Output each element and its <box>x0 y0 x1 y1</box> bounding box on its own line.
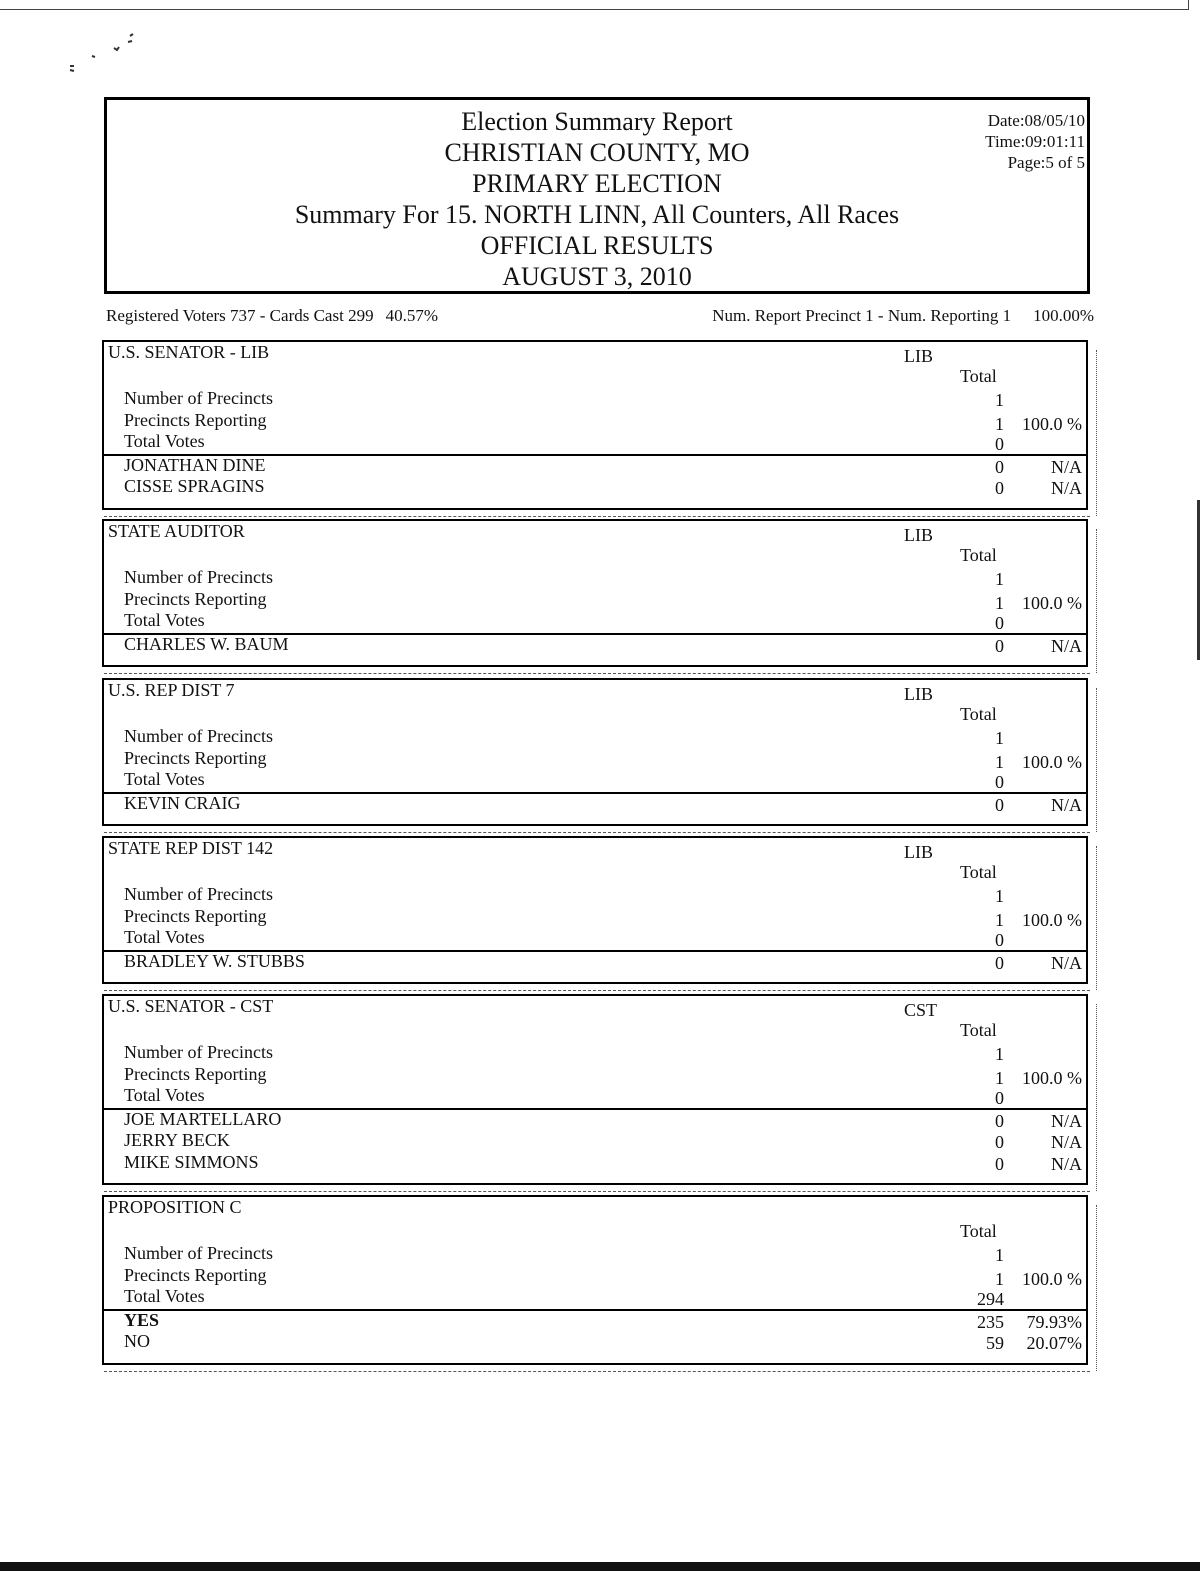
candidate-name: BRADLEY W. STUBBS <box>124 950 305 971</box>
registered-text: Registered Voters 737 - Cards Cast 299 <box>106 306 374 325</box>
candidate-pct: N/A <box>1051 635 1082 656</box>
precincts-reporting-value: 1 <box>995 413 1004 434</box>
scan-edge-bottom <box>0 1562 1200 1571</box>
scan-shadow-side <box>1096 846 1097 990</box>
candidate-votes: 0 <box>995 1153 1004 1174</box>
num-precincts-value: 1 <box>995 886 1004 906</box>
scan-shadow-line <box>104 673 1090 674</box>
report-title: Election Summary Report <box>461 107 733 136</box>
candidate-name: KEVIN CRAIG <box>124 792 241 813</box>
total-column-header: Total <box>960 366 997 386</box>
precincts-reporting-value: 1 <box>995 751 1004 772</box>
total-votes-label: Total Votes <box>124 927 205 947</box>
precincts-reporting-label: Precincts Reporting <box>124 409 267 430</box>
header-titles <box>107 106 1087 292</box>
race-title: PROPOSITION C <box>108 1197 242 1217</box>
precincts-reporting-label: Precincts Reporting <box>124 1063 267 1084</box>
report-header <box>104 97 1090 294</box>
total-column-header: Total <box>960 1221 997 1241</box>
num-precincts-label: Number of Precincts <box>124 1042 273 1062</box>
election-date: AUGUST 3, 2010 <box>502 262 692 291</box>
candidate-pct: 20.07% <box>1026 1333 1082 1353</box>
num-precincts-value: 1 <box>995 1245 1004 1265</box>
precincts-reporting-label: Precincts Reporting <box>124 588 267 609</box>
race-party: CST <box>904 1000 938 1020</box>
report-date: Date:08/05/10 <box>987 111 1085 130</box>
race-divider <box>104 792 1088 794</box>
candidate-votes: 0 <box>995 1110 1004 1131</box>
candidate-name: JERRY BECK <box>124 1130 230 1150</box>
scan-specks <box>62 30 142 80</box>
race-title: U.S. REP DIST 7 <box>108 680 235 700</box>
scan-shadow-line <box>104 990 1090 991</box>
precincts-reporting-value: 1 <box>995 1268 1004 1289</box>
precincts-reporting-pct: 100.0 % <box>1022 1067 1082 1088</box>
num-precincts-label: Number of Precincts <box>124 567 273 587</box>
num-precincts-value: 1 <box>995 569 1004 589</box>
race-box <box>102 994 1088 1185</box>
race-title: U.S. SENATOR - LIB <box>108 342 270 362</box>
reporting-text: Num. Report Precinct 1 - Num. Reporting 1 <box>712 306 1012 325</box>
num-precincts-label: Number of Precincts <box>124 726 273 746</box>
candidate-votes: 0 <box>995 952 1004 973</box>
precincts-reporting-pct: 100.0 % <box>1022 413 1082 434</box>
total-votes-label: Total Votes <box>124 610 205 630</box>
county-name: CHRISTIAN COUNTY, MO <box>444 138 750 167</box>
scan-edge-top <box>0 0 1189 10</box>
scan-shadow-line <box>104 1371 1090 1372</box>
total-column-header: Total <box>960 545 997 565</box>
candidate-name: JOE MARTELLARO <box>124 1108 282 1129</box>
scan-shadow-line <box>104 832 1090 833</box>
candidate-name: YES <box>124 1309 160 1330</box>
scan-shadow-line <box>104 1191 1090 1192</box>
precincts-reporting-label: Precincts Reporting <box>124 905 267 926</box>
candidate-name: CHARLES W. BAUM <box>124 633 289 654</box>
race-party: LIB <box>904 684 933 704</box>
total-votes-value: 0 <box>995 930 1004 950</box>
total-column-header: Total <box>960 704 997 724</box>
num-precincts-label: Number of Precincts <box>124 884 273 904</box>
scan-shadow-side <box>1096 688 1097 832</box>
race-title: U.S. SENATOR - CST <box>108 996 274 1016</box>
precincts-reporting-label: Precincts Reporting <box>124 747 267 768</box>
num-precincts-label: Number of Precincts <box>124 388 273 408</box>
candidate-votes: 0 <box>995 1132 1004 1152</box>
summary-line: Summary For 15. NORTH LINN, All Counters, All Races <box>294 200 900 229</box>
page-number: Page:5 of 5 <box>1007 153 1085 172</box>
turnout-pct: 40.57% <box>385 306 438 325</box>
candidate-votes: 0 <box>995 794 1004 815</box>
num-precincts-value: 1 <box>995 1044 1004 1064</box>
candidate-votes: 0 <box>995 635 1004 656</box>
total-votes-label: Total Votes <box>124 769 205 789</box>
total-column-header: Total <box>960 862 997 882</box>
precincts-reporting-value: 1 <box>995 909 1004 930</box>
precincts-reporting-label: Precincts Reporting <box>124 1264 267 1285</box>
race-title: STATE AUDITOR <box>108 521 245 541</box>
race-party: LIB <box>904 842 933 862</box>
election-name: PRIMARY ELECTION <box>472 169 722 198</box>
race-box <box>102 1195 1088 1365</box>
num-precincts-label: Number of Precincts <box>124 1243 273 1263</box>
candidate-pct: 79.93% <box>1026 1311 1082 1332</box>
candidate-votes: 0 <box>995 456 1004 477</box>
scan-shadow-side <box>1096 350 1097 516</box>
scan-shadow-side <box>1096 1205 1097 1371</box>
candidate-votes: 0 <box>995 478 1004 498</box>
candidate-pct: N/A <box>1051 456 1082 477</box>
precincts-reporting-pct: 100.0 % <box>1022 592 1082 613</box>
candidate-name: CISSE SPRAGINS <box>124 476 265 496</box>
precincts-reporting-pct: 100.0 % <box>1022 909 1082 930</box>
candidate-pct: N/A <box>1051 952 1082 973</box>
race-box <box>102 678 1088 826</box>
num-precincts-value: 1 <box>995 390 1004 410</box>
total-votes-label: Total Votes <box>124 1085 205 1105</box>
results-status: OFFICIAL RESULTS <box>480 231 714 260</box>
race-box <box>102 519 1088 667</box>
reporting-pct: 100.00% <box>1033 306 1094 325</box>
total-votes-value: 0 <box>995 613 1004 633</box>
scan-shadow-side <box>1096 1004 1097 1191</box>
candidate-pct: N/A <box>1051 1110 1082 1131</box>
candidate-votes: 59 <box>986 1333 1004 1353</box>
precincts-reporting-pct: 100.0 % <box>1022 1268 1082 1289</box>
total-votes-value: 0 <box>995 434 1004 454</box>
precincts-reporting-value: 1 <box>995 592 1004 613</box>
race-box <box>102 340 1088 510</box>
candidate-pct: N/A <box>1051 1132 1082 1152</box>
report-time: Time:09:01:11 <box>985 132 1085 151</box>
turnout-stats <box>106 306 1094 330</box>
total-votes-value: 0 <box>995 1088 1004 1108</box>
precincts-reporting-pct: 100.0 % <box>1022 751 1082 772</box>
candidate-pct: N/A <box>1051 1153 1082 1174</box>
race-divider <box>104 1309 1088 1311</box>
candidate-name: JONATHAN DINE <box>124 454 266 475</box>
race-box <box>102 836 1088 984</box>
total-votes-label: Total Votes <box>124 431 205 451</box>
candidate-name: NO <box>124 1331 150 1351</box>
total-column-header: Total <box>960 1020 997 1040</box>
scan-shadow-side <box>1096 529 1097 673</box>
race-party: LIB <box>904 525 933 545</box>
scan-shadow-line <box>104 516 1090 517</box>
precinct-reporting <box>712 306 1094 326</box>
registered-voters <box>106 306 438 326</box>
header-meta <box>985 110 1085 173</box>
race-party: LIB <box>904 346 933 366</box>
num-precincts-value: 1 <box>995 728 1004 748</box>
race-title: STATE REP DIST 142 <box>108 838 274 858</box>
total-votes-label: Total Votes <box>124 1286 205 1306</box>
candidate-votes: 235 <box>977 1311 1004 1332</box>
total-votes-value: 0 <box>995 772 1004 792</box>
candidate-name: MIKE SIMMONS <box>124 1151 259 1172</box>
total-votes-value: 294 <box>977 1289 1004 1309</box>
precincts-reporting-value: 1 <box>995 1067 1004 1088</box>
candidate-pct: N/A <box>1051 794 1082 815</box>
candidate-pct: N/A <box>1051 478 1082 498</box>
